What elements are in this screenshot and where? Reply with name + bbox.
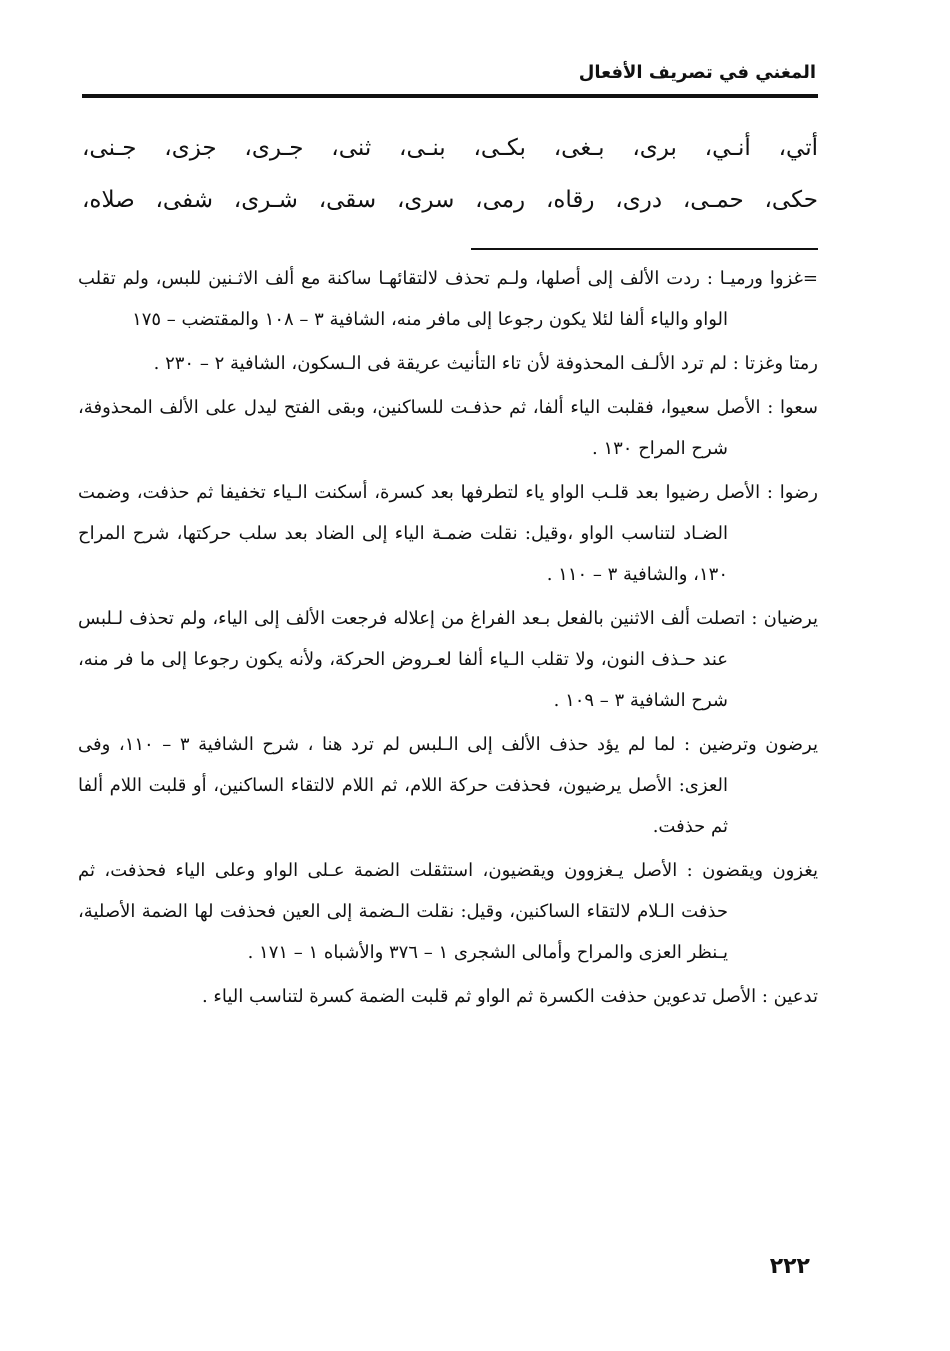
footnote-term: سعوا [779,397,819,418]
footnote-entry: رمتا وغزتا : لم ترد الألـف المحذوفة لأن تاء التأنيث عريقة فى الـسكون، الشافية ٢ – ٢٣٠ . [153,353,818,374]
footnote-separator [471,248,818,250]
footnote-term: رضوا [779,482,818,503]
footnote-text: لما لم يؤد حذف الألف إلى الـلبس لم ترد هنا ، شرح الشافية ٣ – ١١٠، وفى العزى: الأصل يرضيون، فحذفت حركة اللام، ثم اللام لالتقاء الساكنين، أو قلبت اللام ألفا ثم حذفت. [78,734,728,837]
footnote-entry: يرضون وترضين : لما لم يؤد حذف الألف إلى الـلبس لم ترد هنا ، شرح الشافية ٣ – ١١٠، وفى العزى: الأصل يرضيون، فحذفت حركة اللام، ثم اللام لالتقاء الساكنين، أو قلبت اللام ألفا ثم حذفت. [78,734,818,837]
footnote-text: اتصلت ألف الاثنين بالفعل بـعد الفراغ من إعلاله فرجعت الألف إلى الياء، ولم تحذف لـلبس عند حـذف النون، ولا تقلب الـياء ألفا لعـروض الحركة، ولأنه يكون رجوعا إلى ما فر منه، شرح الشافية ٣ – ١٠٩ . [78,608,746,711]
running-header-title: المغني في تصريف الأفعال [578,62,816,83]
footnote-entry: رضوا : الأصل رضيوا بعد قلـب الواو ياء لتطرفها بعد كسرة، أسكنت الـياء تخفيفا ثم حذفت، وضمت الضـاد لتناسب الواو ،وقيل: نقلت ضمـة الياء إلى الضاد بعد سلب حركتها، شرح المراح ١٣٠، والشافية ٣ – ١١٠ . [78,482,818,585]
book-page [78,58,819,1308]
header-rule [82,94,818,98]
footnote-entry: سعوا : الأصل سعيوا، فقلبت الياء ألفا، ثم حذفـت للساكنين، وبقى الفتح ليدل على الألف المحذوفة، شرح المراح ١٣٠ . [78,397,819,459]
verb-list-line: حكى، حمـى، درى، رقاه، رمى، سرى، سقى، شـرى، شفى، صلاه، [82,187,818,213]
footnote-text: الأصل تدعوين حذفت الكسرة ثم الواو ثم قلبت الضمة كسرة لتناسب الياء . [201,986,757,1007]
footnote-text: الأصل يـغزوون ويقضيون، استثقلت الضمة عـلى الواو وعلى الياء فحذفت، ثم حذفت الـلام لالتقاء الساكنين، وقيل: نقلت الـضمة إلى العين فحذفت لها الضمة الأصلية، يـنظر العزى والمراح وأمالى الشجرى ١ – ٣٧٦ والأشباه ١ – ١٧١ . [78,860,728,963]
footnotes [78,258,818,1020]
verb-list-line: أتي، أنـي، برى، بـغى، بكـى، بنـى، ثنى، جـرى، جزى، جـنى، [82,135,818,161]
footnote-entry: =غزوا ورميـا : ردت الألف إلى أصلها، ولـم تحذف لالتقائهـا ساكنة مع ألف الاثـنين للبس، ولم تقلب الواو والياء ألفا لئلا يكون رجوعا إلى مافر منه، الشافية ٣ – ١٠٨ والمقتضب – ١٧٥ [78,268,818,330]
page-number: ٢٢٢ [769,1254,810,1279]
footnote-entry: تدعين : الأصل تدعوين حذفت الكسرة ثم الواو ثم قلبت الضمة كسرة لتناسب الياء . [201,986,818,1007]
footnote-term: تدعين [773,986,818,1007]
footnote-text: لم ترد الألـف المحذوفة لأن تاء التأنيث عريقة فى الـسكون، الشافية ٢ – ٢٣٠ . [153,353,727,374]
footnote-text: الأصل رضيوا بعد قلـب الواو ياء لتطرفها بعد كسرة، أسكنت الـياء تخفيفا ثم حذفت، وضمت الضـاد لتناسب الواو ،وقيل: نقلت ضمـة الياء إلى الضاد بعد سلب حركتها، شرح المراح ١٣٠، والشافية ٣ – ١١٠ . [78,482,761,585]
footnote-text: الأصل سعيوا، فقلبت الياء ألفا، ثم حذفـت للساكنين، وبقى الفتح ليدل على الألف المحذوفة، شرح المراح ١٣٠ . [78,397,761,459]
footnote-term: يغزون ويقضون [702,860,818,881]
footnote-term: رمتا وغزتا [744,353,818,374]
footnote-term: يرضيان [763,608,818,629]
footnote-term: =غزوا ورميـا [719,268,818,289]
footnote-text: ردت الألف إلى أصلها، ولـم تحذف لالتقائهـا ساكنة مع ألف الاثـنين للبس، ولم تقلب الواو والياء ألفا لئلا يكون رجوعا إلى مافر منه، الشافية ٣ – ١٠٨ والمقتضب – ١٧٥ [78,268,728,330]
footnote-term: يرضون وترضين [698,734,818,755]
verb-list [82,122,818,226]
footnote-entry: يرضيان : اتصلت ألف الاثنين بالفعل بـعد الفراغ من إعلاله فرجعت الألف إلى الياء، ولم تحذف لـلبس عند حـذف النون، ولا تقلب الـياء ألفا لعـروض الحركة، ولأنه يكون رجوعا إلى ما فر منه، شرح الشافية ٣ – ١٠٩ . [78,608,818,711]
footnote-entry: يغزون ويقضون : الأصل يـغزوون ويقضيون، استثقلت الضمة عـلى الواو وعلى الياء فحذفت، ثم حذفت الـلام لالتقاء الساكنين، وقيل: نقلت الـضمة إلى العين فحذفت لها الضمة الأصلية، يـنظر العزى والمراح وأمالى الشجرى ١ – ٣٧٦ والأشباه ١ – ١٧١ . [78,860,818,963]
